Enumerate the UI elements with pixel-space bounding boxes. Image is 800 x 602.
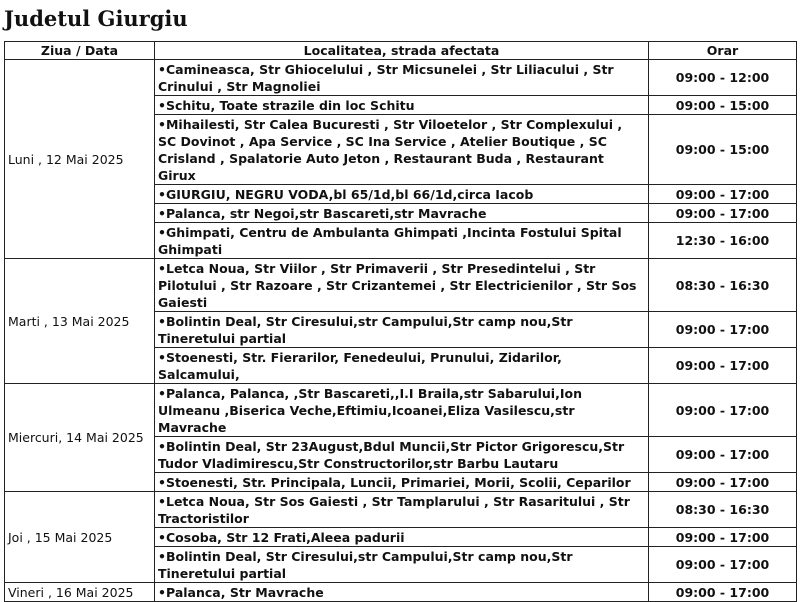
location-line: Ghimpati	[158, 241, 223, 257]
location-cell	[155, 583, 649, 602]
hours-cell: 09:00 - 17:00	[649, 185, 797, 204]
location-line: •GIURGIU, NEGRU VODA,bl 65/1d,bl 66/1d,circa Iacob	[158, 186, 534, 202]
day-cell: Marti , 13 Mai 2025	[5, 259, 155, 384]
table-row	[5, 60, 797, 96]
hours-cell: 09:00 - 15:00	[649, 96, 797, 115]
location-cell	[155, 384, 649, 437]
location-line: Salcamului,	[158, 366, 240, 382]
location-line: •Palanca, Palanca, ,Str Bascareti,,I.I Braila,str Sabarului,Ion	[158, 385, 582, 401]
hours-cell: 09:00 - 17:00	[649, 473, 797, 492]
table-row	[5, 583, 797, 602]
day-cell: Miercuri, 14 Mai 2025	[5, 384, 155, 492]
location-cell	[155, 547, 649, 583]
location-line: Crisland , Spalatorie Auto Jeton , Restaurant Buda , Restaurant	[158, 150, 604, 166]
location-line: •Bolintin Deal, Str 23August,Bdul Muncii,Str Pictor Grigorescu,Str	[158, 438, 625, 454]
hours-cell: 09:00 - 17:00	[649, 348, 797, 384]
day-cell: Vineri , 16 Mai 2025	[5, 583, 155, 602]
table-row	[5, 259, 797, 312]
location-cell	[155, 204, 649, 223]
header-row	[5, 42, 797, 60]
location-cell	[155, 96, 649, 115]
location-line: •Stoenesti, Str. Fierarilor, Fenedeului, Prunului, Zidarilor,	[158, 349, 562, 365]
location-line: Ulmeanu ,Biserica Veche,Eftimiu,Icoanei,Eliza Vasilescu,str	[158, 402, 575, 418]
hours-cell: 08:30 - 16:30	[649, 259, 797, 312]
outage-schedule-table	[4, 41, 797, 602]
location-line: •Camineasca, Str Ghiocelului , Str Micsunelei , Str Liliacului , Str	[158, 61, 614, 77]
day-cell: Joi , 15 Mai 2025	[5, 492, 155, 583]
location-cell	[155, 348, 649, 384]
location-cell	[155, 312, 649, 348]
location-line: •Stoenesti, Str. Principala, Luncii, Primariei, Morii, Scolii, Ceparilor	[158, 474, 631, 490]
hours-cell: 09:00 - 12:00	[649, 60, 797, 96]
hours-cell: 09:00 - 17:00	[649, 547, 797, 583]
location-line: Crinului , Str Magnoliei	[158, 78, 321, 94]
hours-cell: 09:00 - 17:00	[649, 312, 797, 348]
location-line: Tudor Vladimirescu,Str Constructorilor,str Barbu Lautaru	[158, 455, 559, 471]
location-line: •Letca Noua, Str Viilor , Str Primaverii , Str Presedintelui , Str	[158, 260, 596, 276]
table-row	[5, 492, 797, 528]
hours-cell: 09:00 - 17:00	[649, 384, 797, 437]
schedule-body	[5, 60, 797, 602]
location-line: •Ghimpati, Centru de Ambulanta Ghimpati ,Incinta Fostului Spital	[158, 224, 622, 240]
location-line: •Palanca, Str Mavrache	[158, 584, 324, 600]
location-line: Mavrache	[158, 419, 227, 435]
hours-cell: 12:30 - 16:00	[649, 223, 797, 259]
location-cell	[155, 473, 649, 492]
location-cell	[155, 223, 649, 259]
location-line: Girux	[158, 167, 196, 183]
location-cell	[155, 528, 649, 547]
location-line: Tractoristilor	[158, 510, 249, 526]
column-header-day: Ziua / Data	[5, 42, 155, 60]
hours-cell: 09:00 - 17:00	[649, 583, 797, 602]
location-line: •Palanca, str Negoi,str Bascareti,str Mavrache	[158, 205, 487, 221]
location-cell	[155, 492, 649, 528]
location-cell	[155, 185, 649, 204]
hours-cell: 09:00 - 17:00	[649, 437, 797, 473]
table-row	[5, 384, 797, 437]
location-line: SC Dovinot , Apa Service , SC Ina Service , Atelier Boutique , SC	[158, 133, 607, 149]
location-line: Gaiesti	[158, 294, 208, 310]
location-cell	[155, 115, 649, 185]
location-line: Pilotului , Str Razoare , Str Crizantemei , Str Electricienilor , Str Sos	[158, 277, 637, 293]
location-line: •Cosoba, Str 12 Frati,Aleea padurii	[158, 529, 405, 545]
page-title: Judetul Giurgiu	[4, 6, 188, 31]
hours-cell: 09:00 - 17:00	[649, 204, 797, 223]
hours-cell: 09:00 - 15:00	[649, 115, 797, 185]
day-cell: Luni , 12 Mai 2025	[5, 60, 155, 259]
location-cell	[155, 437, 649, 473]
hours-cell: 08:30 - 16:30	[649, 492, 797, 528]
location-line: •Schitu, Toate strazile din loc Schitu	[158, 97, 415, 113]
hours-cell: 09:00 - 17:00	[649, 528, 797, 547]
location-cell	[155, 60, 649, 96]
location-line: •Letca Noua, Str Sos Gaiesti , Str Tamplarului , Str Rasaritului , Str	[158, 493, 630, 509]
location-cell	[155, 259, 649, 312]
location-line: Tineretului partial	[158, 330, 287, 346]
location-line: Tineretului partial	[158, 565, 287, 581]
column-header-hours: Orar	[649, 42, 797, 60]
column-header-location: Localitatea, strada afectata	[155, 42, 649, 60]
location-line: •Bolintin Deal, Str Ciresului,str Campului,Str camp nou,Str	[158, 313, 573, 329]
location-line: •Bolintin Deal, Str Ciresului,str Campului,Str camp nou,Str	[158, 548, 573, 564]
location-line: •Mihailesti, Str Calea Bucuresti , Str Viloetelor , Str Complexului ,	[158, 116, 623, 132]
